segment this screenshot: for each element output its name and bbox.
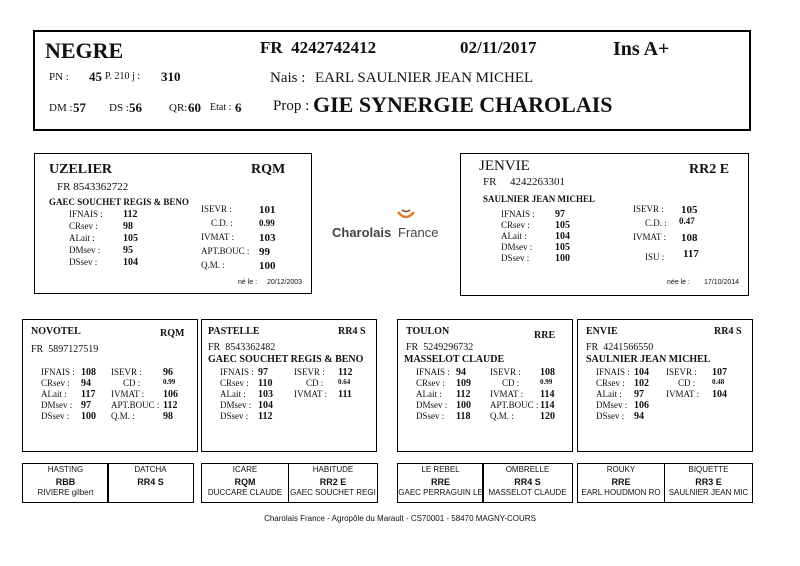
stat-label: IFNAIS :: [41, 367, 75, 377]
great-grandparent-grade: RR4 S: [137, 477, 164, 487]
great-grandparent-cell-7: [664, 463, 753, 503]
stat-label: DMsev :: [220, 400, 252, 410]
stat-label: ALait :: [41, 389, 67, 399]
great-grandparent-grade: RRE: [430, 477, 450, 487]
stat-value: 112: [258, 411, 273, 422]
p210-label: P. 210 j :: [105, 71, 141, 82]
stat-label: Q.M. :: [490, 411, 514, 421]
stat-value: 96: [163, 367, 173, 378]
dm-label: DM :: [49, 102, 73, 114]
stat-label: IVMAT :: [490, 389, 524, 399]
stat-value: 120: [540, 411, 555, 422]
stat-value: 108: [681, 232, 698, 244]
dam-id-prefix: FR: [483, 176, 497, 188]
stat-value: 99: [259, 246, 270, 258]
stat-label: ISEVR :: [294, 367, 325, 377]
stat-label: DSsev :: [220, 411, 249, 421]
stat-label: Q.M. :: [111, 411, 135, 421]
stat-label: CRsev :: [416, 378, 445, 388]
stat-value: 0.47: [679, 216, 695, 226]
sire-id: FR 8543362722: [57, 181, 129, 193]
stat-label: IVMAT :: [111, 389, 145, 399]
grandparent-grade: RRE: [534, 330, 556, 341]
great-grandparent-owner: EARL HOUDMON RO: [581, 488, 661, 497]
stat-value: 100: [555, 253, 570, 264]
stat-label: ALait :: [69, 233, 95, 243]
great-grandparent-name: LE REBEL: [421, 465, 460, 474]
great-grandparent-grade: RR3 E: [695, 477, 722, 487]
stat-label: ALait :: [220, 389, 246, 399]
stat-label: DMsev :: [69, 245, 101, 255]
sire-card: [34, 153, 312, 294]
great-grandparent-name: HASTING: [47, 465, 84, 474]
stat-value: 97: [634, 389, 644, 400]
stat-value: 112: [456, 389, 471, 400]
stat-label: DMsev :: [416, 400, 448, 410]
great-grandparent-grade: RR4 S: [514, 477, 541, 487]
great-grandparent-cell-2: [201, 463, 289, 503]
grandparent-id: FR 4241566550: [586, 342, 654, 353]
stat-label: APT.BOUC :: [201, 246, 250, 256]
grandparent-card-2: [397, 319, 573, 452]
great-grandparent-cell-0: [22, 463, 109, 503]
prop-value: GIE SYNERGIE CHAROLAIS: [313, 92, 613, 117]
stat-label: ISEVR :: [633, 204, 664, 214]
stat-label: ISEVR :: [201, 204, 232, 214]
grandparent-name: PASTELLE: [208, 326, 260, 337]
logo-text-accent: France: [398, 225, 439, 240]
stat-value: 104: [123, 257, 138, 268]
stat-value: 105: [123, 233, 138, 244]
stat-label: IVMAT :: [201, 232, 235, 242]
p210-value: 310: [161, 69, 181, 84]
stat-label: DSsev :: [41, 411, 70, 421]
stat-value: 112: [338, 367, 353, 378]
stat-label: IFNAIS :: [416, 367, 450, 377]
stat-label: IVMAT :: [666, 389, 700, 399]
stat-value: 105: [555, 242, 570, 253]
stat-value: 0.48: [712, 378, 725, 386]
stat-value: 118: [456, 411, 471, 422]
dam-grade: RR2 E: [689, 162, 730, 177]
sire-grade: RQM: [251, 162, 286, 177]
great-grandparent-name: HABITUDE: [312, 465, 354, 474]
stat-label: IFNAIS :: [220, 367, 254, 377]
stat-value: 0.99: [163, 378, 176, 386]
stat-label: CRsev :: [69, 221, 98, 231]
stat-label: DMsev :: [41, 400, 73, 410]
great-grandparent-cell-4: [397, 463, 484, 503]
stat-value: 117: [683, 248, 699, 260]
dam-born-label: née le :: [667, 279, 690, 286]
stat-value: 101: [259, 204, 276, 216]
grandparent-name: NOVOTEL: [31, 326, 81, 337]
charolais-france-logo: [332, 208, 447, 248]
nais-value: EARL SAULNIER JEAN MICHEL: [315, 70, 534, 86]
grandparent-name: ENVIE: [586, 326, 618, 337]
nais-label: Nais :: [270, 70, 306, 86]
stat-label: Q.M. :: [201, 260, 225, 270]
sire-owner: GAEC SOUCHET REGIS & BENO: [49, 197, 189, 207]
great-grandparent-owner: DUCCARE CLAUDE: [207, 488, 283, 497]
etat-value: 6: [235, 100, 242, 115]
grandparent-card-3: [577, 319, 753, 452]
stat-value: 112: [163, 400, 178, 411]
stat-value: 104: [634, 367, 649, 378]
ds-value: 56: [129, 100, 142, 115]
grandparent-card-0: [22, 319, 198, 452]
stat-value: 107: [712, 367, 727, 378]
stat-label: DSsev :: [596, 411, 625, 421]
great-grandparent-owner: RIVIERE gilbert: [37, 488, 94, 497]
stat-value: 0.99: [540, 378, 553, 386]
qr-label: QR:: [169, 102, 188, 114]
stat-label: ISEVR :: [111, 367, 142, 377]
stat-label: ISEVR :: [666, 367, 697, 377]
stat-value: 102: [634, 378, 649, 389]
great-grandparent-cell-1: [107, 463, 194, 503]
stat-label: ALait :: [501, 231, 527, 241]
stat-value: 0.99: [259, 218, 275, 228]
grandparent-owner: GAEC SOUCHET REGIS & BENO: [208, 354, 364, 365]
stat-label: CD :: [502, 378, 520, 388]
stat-value: 104: [258, 400, 273, 411]
great-grandparent-cell-6: [577, 463, 665, 503]
stat-value: 100: [81, 411, 96, 422]
great-grandparent-grade: RRE: [611, 477, 631, 487]
stat-value: 104: [712, 389, 727, 400]
stat-label: DSsev :: [416, 411, 445, 421]
dm-value: 57: [73, 100, 86, 115]
animal-name: NEGRE: [45, 38, 124, 63]
stat-value: 103: [259, 232, 276, 244]
main-animal-card: [33, 30, 751, 131]
grandparent-owner: MASSELOT CLAUDE: [404, 354, 505, 365]
stat-value: 105: [681, 204, 698, 216]
stat-value: 108: [81, 367, 96, 378]
stat-label: ALait :: [416, 389, 442, 399]
great-grandparent-name: OMBRELLE: [505, 465, 550, 474]
grandparent-id: FR 5897127519: [31, 344, 99, 355]
stat-label: APT.BOUC :: [111, 400, 160, 410]
stat-value: 94: [634, 411, 644, 422]
stat-value: 97: [258, 367, 268, 378]
great-grandparent-grade: RBB: [55, 477, 76, 487]
dam-name: JENVIE: [479, 158, 530, 174]
prop-label: Prop :: [273, 98, 310, 114]
great-grandparent-name: ICARE: [232, 465, 258, 474]
great-grandparent-owner: GAEC SOUCHET REGI: [290, 488, 376, 497]
qr-value: 60: [188, 100, 201, 115]
stat-value: 94: [81, 378, 91, 389]
stat-value: 112: [123, 209, 138, 220]
stat-label: C.D. :: [645, 218, 667, 228]
stat-label: IVMAT :: [633, 232, 667, 242]
animal-id: FR 4242742412: [260, 38, 377, 57]
stat-value: 103: [258, 389, 273, 400]
stat-value: 114: [540, 389, 555, 400]
stat-value: 97: [81, 400, 91, 411]
grandparent-id: FR 5249296732: [406, 342, 474, 353]
dam-owner: SAULNIER JEAN MICHEL: [483, 194, 596, 204]
great-grandparent-cell-3: [288, 463, 378, 503]
grandparent-name: TOULON: [406, 326, 450, 337]
great-grandparent-name: BIQUETTE: [688, 465, 729, 474]
footer-address: Charolais France - Agropôle du Marault - CS70001 - 58470 MAGNY-COURS: [264, 514, 536, 523]
stat-label: ALait :: [596, 389, 622, 399]
stat-label: C.D. :: [211, 218, 233, 228]
stat-label: IFNAIS :: [501, 209, 535, 219]
animal-birth-date: 02/11/2017: [460, 38, 537, 57]
stat-label: CRsev :: [41, 378, 70, 388]
stat-label: ISEVR :: [490, 367, 521, 377]
great-grandparent-owner: MASSELOT CLAUDE: [488, 488, 567, 497]
sire-born-label: né le :: [238, 279, 258, 286]
stat-label: DSsev :: [501, 253, 530, 263]
stat-label: CD :: [678, 378, 696, 388]
great-grandparent-grade: RQM: [234, 477, 256, 487]
stat-value: 98: [123, 221, 133, 232]
dam-card: [460, 153, 749, 296]
stat-label: CD :: [123, 378, 141, 388]
stat-label: DSsev :: [69, 257, 98, 267]
stat-value: 114: [540, 400, 555, 411]
stat-value: 106: [634, 400, 649, 411]
stat-value: 109: [456, 378, 471, 389]
stat-label: CD :: [306, 378, 324, 388]
dam-id: 4242263301: [510, 176, 565, 188]
stat-label: APT.BOUC :: [490, 400, 539, 410]
stat-value: 111: [338, 389, 352, 400]
great-grandparent-owner: GAEC PERRAGUIN LE: [398, 488, 483, 497]
logo-text: Charolais: [332, 225, 392, 240]
stat-label: DMsev :: [501, 242, 533, 252]
stat-value: 108: [540, 367, 555, 378]
great-grandparent-grade: RR2 E: [319, 477, 347, 487]
animal-status: Ins A+: [613, 38, 670, 60]
grandparent-card-1: [201, 319, 377, 452]
sire-born-date: 20/12/2003: [267, 279, 303, 286]
grandparent-id: FR 8543362482: [208, 342, 276, 353]
stat-value: 110: [258, 378, 273, 389]
stat-label: CRsev :: [596, 378, 625, 388]
stat-value: 97: [555, 209, 565, 220]
stat-label: CRsev :: [501, 220, 530, 230]
stat-label: CRsev :: [220, 378, 249, 388]
grandparent-grade: RR4 S: [338, 326, 366, 337]
etat-label: Etat :: [210, 102, 232, 113]
great-grandparent-owner: SAULNIER JEAN MIC: [668, 488, 749, 497]
sire-name: UZELIER: [49, 162, 113, 177]
grandparent-grade: RR4 S: [714, 326, 742, 337]
stat-value: 117: [81, 389, 96, 400]
stat-value: 105: [555, 220, 570, 231]
grandparent-grade: RQM: [160, 328, 185, 339]
stat-value: 98: [163, 411, 173, 422]
stat-label: DMsev :: [596, 400, 628, 410]
dam-born-date: 17/10/2014: [704, 279, 740, 286]
stat-label: IFNAIS :: [596, 367, 630, 377]
pn-label: PN :: [49, 71, 69, 83]
ds-label: DS :: [109, 102, 129, 114]
great-grandparent-cell-5: [482, 463, 573, 503]
stat-label: IVMAT :: [294, 389, 328, 399]
great-grandparent-name: DATCHA: [134, 465, 167, 474]
stat-value: 104: [555, 231, 570, 242]
stat-value: 100: [456, 400, 471, 411]
stat-value: 94: [456, 367, 466, 378]
stat-label: ISU :: [645, 252, 665, 262]
pn-value: 45: [89, 69, 102, 84]
stat-value: 100: [259, 260, 276, 272]
grandparent-owner: SAULNIER JEAN MICHEL: [586, 354, 711, 365]
stat-value: 0.64: [338, 378, 351, 386]
stat-value: 106: [163, 389, 178, 400]
great-grandparent-name: ROUKY: [606, 465, 636, 474]
logo-emblem-icon: [396, 208, 416, 224]
stat-label: IFNAIS :: [69, 209, 103, 219]
stat-value: 95: [123, 245, 133, 256]
